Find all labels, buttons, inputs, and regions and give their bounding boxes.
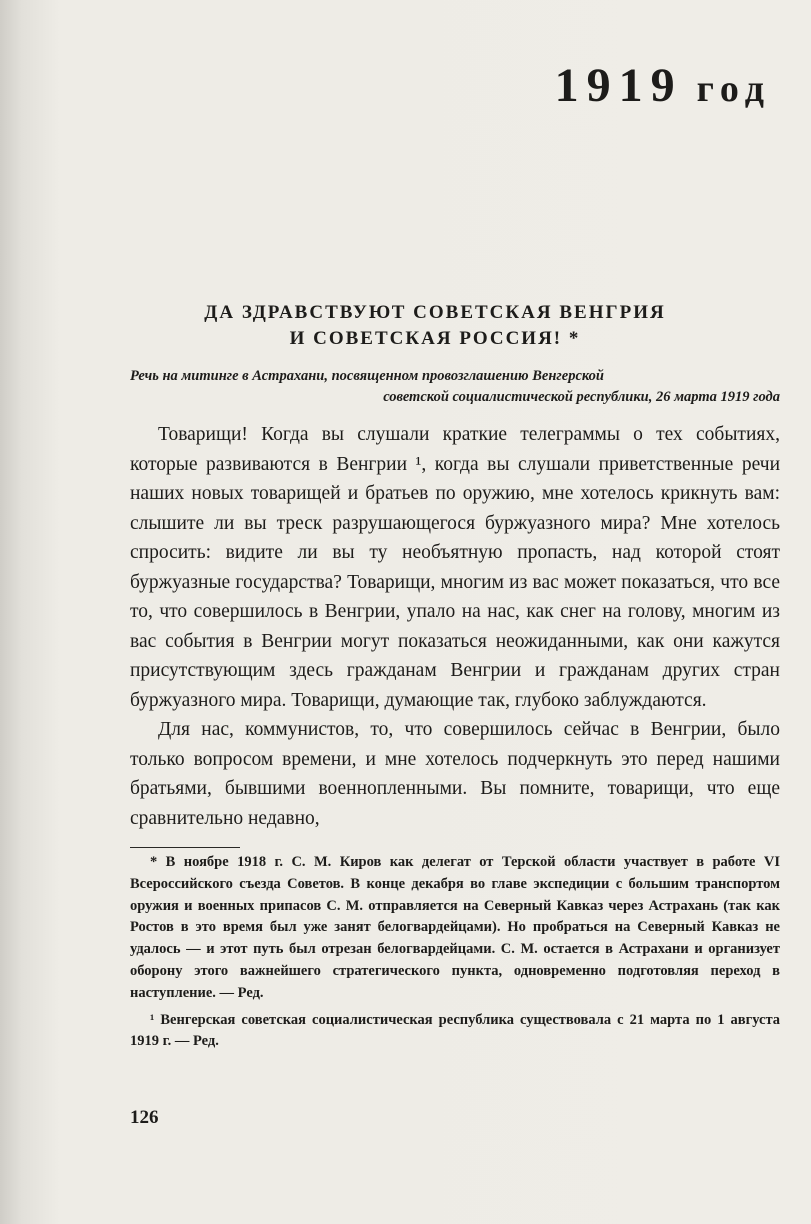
body-paragraph: Товарищи! Когда вы слушали краткие телеграммы о тех событиях, которые развиваются в Венгрии ¹, когда вы слушали приветственные речи наших новых товарищей и братьев по оружию, мне хотелось крикнуть вам: слышите ли вы треск разрушающегося буржуазного мира? Мне хотелось спросить: видите ли вы ту необъятную пропасть, над которой стоят буржуазные государства? Товарищи, многим из вас может показаться, что все то, что совершилось в Венгрии, упало на нас, как снег на голову, многим из вас события в Венгрии могут показаться неожиданными, как они кажутся присутствующим здесь гражданам Венгрии и гражданам других стран буржуазного мира. Товарищи, думающие так, глубоко заблуждаются. <box>130 424 780 711</box>
article-title <box>130 300 740 352</box>
footnote-1: ¹ Венгерская советская социалистическая республика существовала с 21 марта по 1 августа 1919 г. — Ред. <box>130 1011 780 1050</box>
body-paragraph: Для нас, коммунистов, то, что совершилось сейчас в Венгрии, было только вопросом времени, и мне хотелось подчеркнуть это перед нашими братьями, бывшими военнопленными. Вы помните, товарищи, что еще сравнительно недавно, <box>130 719 780 829</box>
article-title-line-1: ДА ЗДРАВСТВУЮТ СОВЕТСКАЯ ВЕНГРИЯ <box>204 302 666 323</box>
article-title-line-2: И СОВЕТСКАЯ РОССИЯ! * <box>289 328 581 349</box>
year-word: год <box>696 68 771 110</box>
footnotes <box>130 852 780 1053</box>
year-number: 1919 <box>554 59 683 112</box>
footnote-star: * В ноябре 1918 г. С. М. Киров как делегат от Терской области участвует в работе VI Всероссийского съезда Советов. В конце декабря во главе экспедиции с большим транспортом оружия и военных припасов С. М. отправляется на Северный Кавказ через Астрахань (так как Ростов в это время был уже занят белогвардейцами). Но пробраться на Северный Кавказ не удалось — и этот путь был отрезан белогвардейцами. С. М. остается в Астрахани и организует оборону этого важнейшего стратегического пункта, одновременно подготовляя переход в наступление. — Ред. <box>130 854 780 1001</box>
article-body <box>130 420 780 833</box>
footnote-divider <box>130 847 240 848</box>
article-subtitle-main: Речь на митинге в Астрахани, посвященном провозглашению Венгерской <box>130 368 604 384</box>
year-heading <box>555 58 771 113</box>
article-subtitle-last: советской социалистической республики, 26 марта 1919 года <box>383 389 780 405</box>
article-subtitle <box>130 366 780 408</box>
page-number: 126 <box>130 1107 159 1128</box>
